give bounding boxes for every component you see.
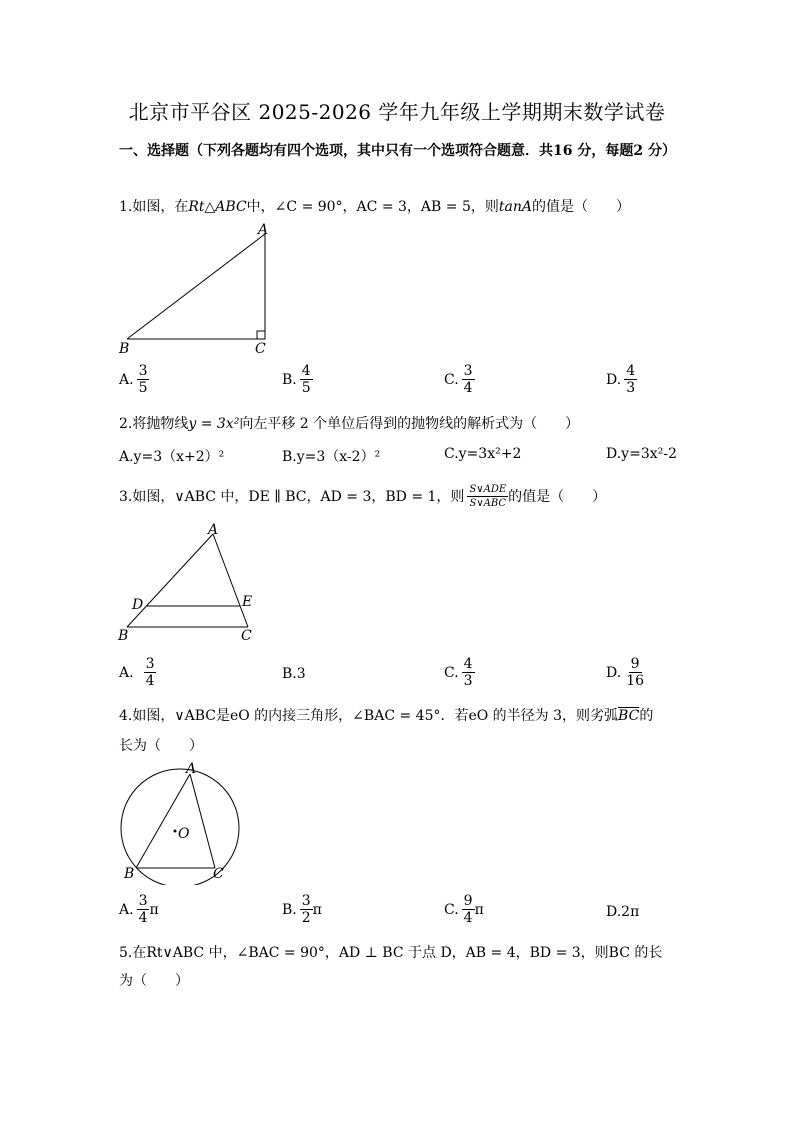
q3-label-e: E [242,594,253,610]
q3-label-a: A [208,522,219,538]
q3-option-c[interactable]: C. $\frac{4}{3}$ [444,656,473,689]
q2-option-b[interactable]: B.y=3（x-2）² [282,449,381,465]
q1-option-a[interactable]: A. $\frac{3}{5}$ [119,363,148,396]
q4-option-c[interactable]: C. $\frac{9}{4}$ π [444,893,484,926]
q1-figure [115,222,285,357]
q1-triangle: Rt△ABC [188,199,247,215]
q3-area-ratio: $\frac{\text{S∨ADE}}{\text{S∨ABC}}$ [469,484,507,509]
q4-figure [115,760,250,885]
question-4: 4.如图，∨ABC是eO 的内接三角形，∠BAC = 45°．若eO 的半径为 3，则劣弧$\overline{BC}$的 [119,708,654,724]
q1-option-d[interactable]: D. $\frac{4}{3}$ [606,363,636,396]
q4-arc: $\overline{BC}$ [618,708,640,724]
q3-label-b: B [118,628,129,644]
question-5-line2: 为（ ） [119,973,189,989]
question-5: 5.在Rt∨ABC 中，∠BAC = 90°，AD ⊥ BC 于点 D，AB = 4，BD = 3，则BC 的长 [119,945,663,961]
q4-label-b: B [124,866,135,882]
q1-option-b[interactable]: B. $\frac{4}{5}$ [282,363,311,396]
q1-label-c: C [255,341,266,357]
question-1 [119,197,630,217]
q3-option-a[interactable]: A. $\frac{3}{4}$ [119,656,155,689]
q3-figure [115,522,265,647]
q4-label-a: A [186,761,197,777]
q1-tan: tanA [498,199,532,215]
q4-label-o: O [178,826,190,842]
page-title: 北京市平谷区 2025-2026 学年九年级上学期期末数学试卷 [128,100,666,124]
q3-label-d: D [132,597,144,613]
q1-text-a: 1.如图，在 [119,199,189,215]
q3-label-c: C [241,628,252,644]
q4-option-a[interactable]: A. $\frac{3}{4}$ π [119,893,159,926]
q3-option-d[interactable]: D. $\frac{9}{16}$ [606,656,645,689]
q2-expression: y = 3x² [188,416,240,432]
q4-option-b[interactable]: B. $\frac{3}{2}$ π [282,893,322,926]
question-4-line2: 长为（ ） [119,738,203,754]
q1-text-b: 中，∠C = 90°，AC = 3，AB = 5，则 [246,199,499,215]
q2-option-a[interactable]: A.y=3（x+2）² [119,449,225,465]
q4-option-d[interactable]: D.2π [606,904,640,920]
section-heading: 一、选择题（下列各题均有四个选项，其中只有一个选项符合题意．共16 分，每题2 分） [119,143,676,159]
q1-label-a: A [258,222,269,238]
question-2: 2.将抛物线y = 3x²向左平移 2 个单位后得到的抛物线的解析式为（ ） [119,416,580,432]
q3-option-b[interactable]: B.3 [282,666,306,682]
q2-option-d[interactable]: D.y=3x²-2 [606,446,677,462]
q1-text-c: 的值是（ ） [531,199,630,215]
q4-label-c: C [213,866,224,882]
question-3: 3.如图，∨ABC 中，DE ∥ BC，AD = 3，BD = 1，则 $\frac{\text{S∨ADE}}{\text{S∨ABC}}$ 的值是（ ） [119,484,607,509]
q2-option-c[interactable]: C.y=3x²+2 [444,446,522,462]
q1-label-b: B [119,341,130,357]
q1-option-c[interactable]: C. $\frac{3}{4}$ [444,363,473,396]
